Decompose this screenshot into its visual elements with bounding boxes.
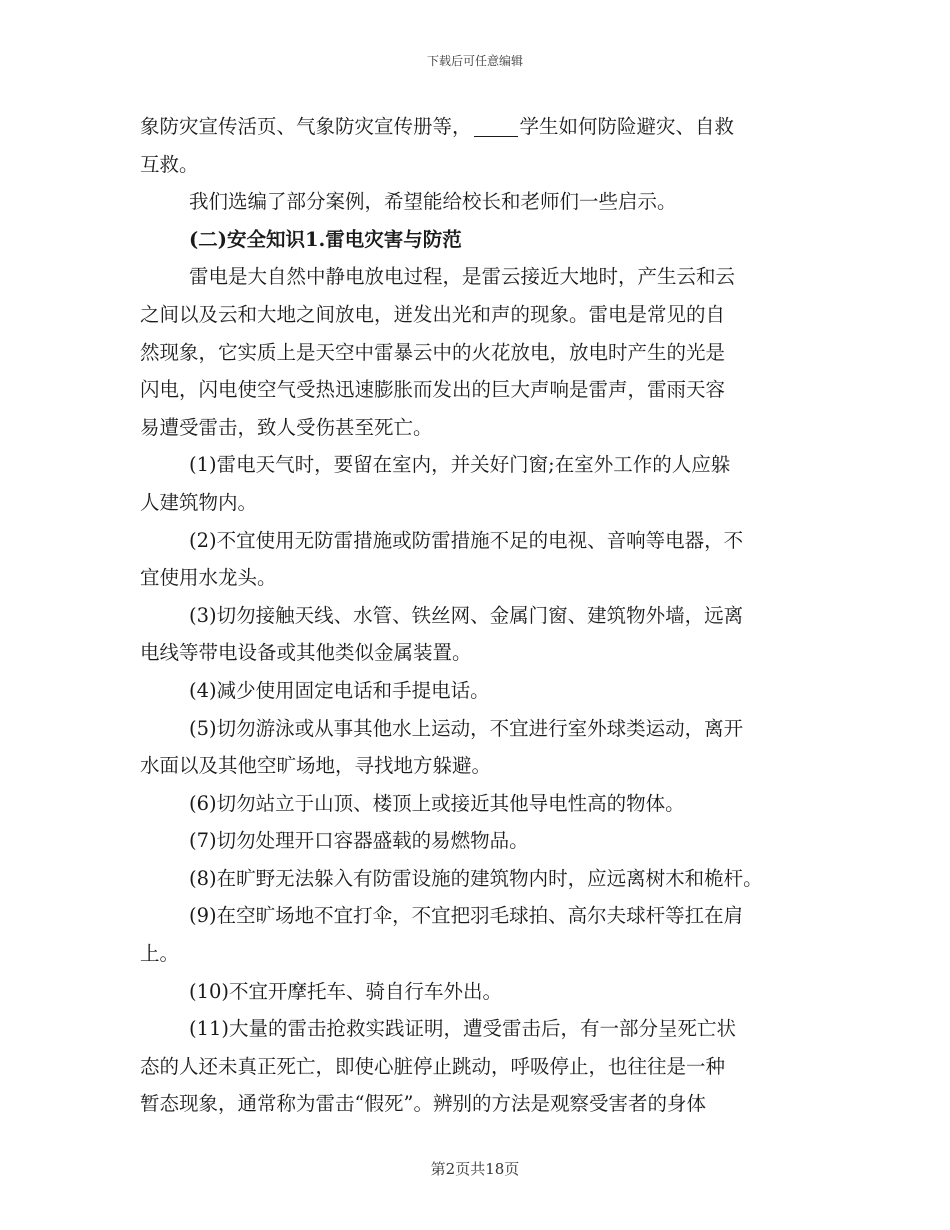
text-line: 我们选编了部分案例，希望能给校长和老师们一些启示。 (189, 190, 677, 214)
page-number: 第2页共18页 (430, 1160, 520, 1178)
list-item: (2)不宜使用无防雷措施或防雷措施不足的电视、音响等电器，不 (189, 528, 744, 552)
text-line: 暂态现象，通常称为雷击“假死”。辨别的方法是观察受害者的身体 (140, 1092, 706, 1116)
text-line: 水面以及其他空旷场地，寻找地方躲避。 (140, 754, 492, 778)
text-line: 上。 (140, 942, 180, 966)
fill-in-blank (474, 116, 518, 137)
text-line: 态的人还未真正死亡，即使心脏停止跳动，呼吸停止，也往往是一种 (140, 1054, 726, 1078)
document-body (140, 108, 810, 1123)
text-line: 易遭受雷击，致人受伤甚至死亡。 (140, 415, 433, 439)
text-line: 电线等带电设备或其他类似金属装置。 (140, 641, 472, 665)
list-item: (4)减少使用固定电话和手提电话。 (189, 678, 490, 702)
text-line: 之间以及云和大地之间放电，迸发出光和声的现象。雷电是常见的自 (140, 302, 726, 326)
text-line: 然现象，它实质上是天空中雷暴云中的火花放电，放电时产生的光是 (140, 340, 726, 364)
list-item: (7)切勿处理开口容器盛载的易燃物品。 (189, 829, 529, 853)
list-item: (10)不宜开摩托车、骑自行车外出。 (189, 979, 503, 1003)
text-line: 互救。 (140, 152, 199, 176)
list-item: (3)切勿接触天线、水管、铁丝网、金属门窗、建筑物外墙，远离 (189, 603, 744, 627)
list-item: (1)雷电天气时，要留在室内，并关好门窗;在室外工作的人应躲 (189, 453, 731, 477)
list-item: (9)在空旷场地不宜打伞，不宜把羽毛球拍、高尔夫球杆等扛在肩 (189, 904, 744, 928)
text-line: 人建筑物内。 (140, 490, 258, 514)
section-heading: (二)安全知识1.雷电灾害与防范 (189, 227, 462, 251)
text-line: 象防灾宣传活页、气象防灾宣传册等， 学生如何防险避灾、自救 (140, 115, 735, 138)
text-line: 宜使用水龙头。 (140, 566, 277, 590)
list-item: (8)在旷野无法躲入有防雷设施的建筑物内时，应远离树木和桅杆。 (189, 866, 763, 890)
page-header: 下载后可任意编辑 (426, 54, 523, 68)
list-item: (11)大量的雷击抢救实践证明，遭受雷击后，有一部分呈死亡状 (189, 1017, 737, 1041)
text-line: 闪电，闪电使空气受热迅速膨胀而发出的巨大声响是雷声，雷雨天容 (140, 378, 726, 402)
list-item: (5)切勿游泳或从事其他水上运动，不宜进行室外球类运动，离开 (189, 716, 744, 740)
list-item: (6)切勿站立于山顶、楼顶上或接近其他导电性高的物体。 (189, 791, 685, 815)
text-line: 雷电是大自然中静电放电过程，是雷云接近大地时，产生云和云 (189, 265, 736, 289)
